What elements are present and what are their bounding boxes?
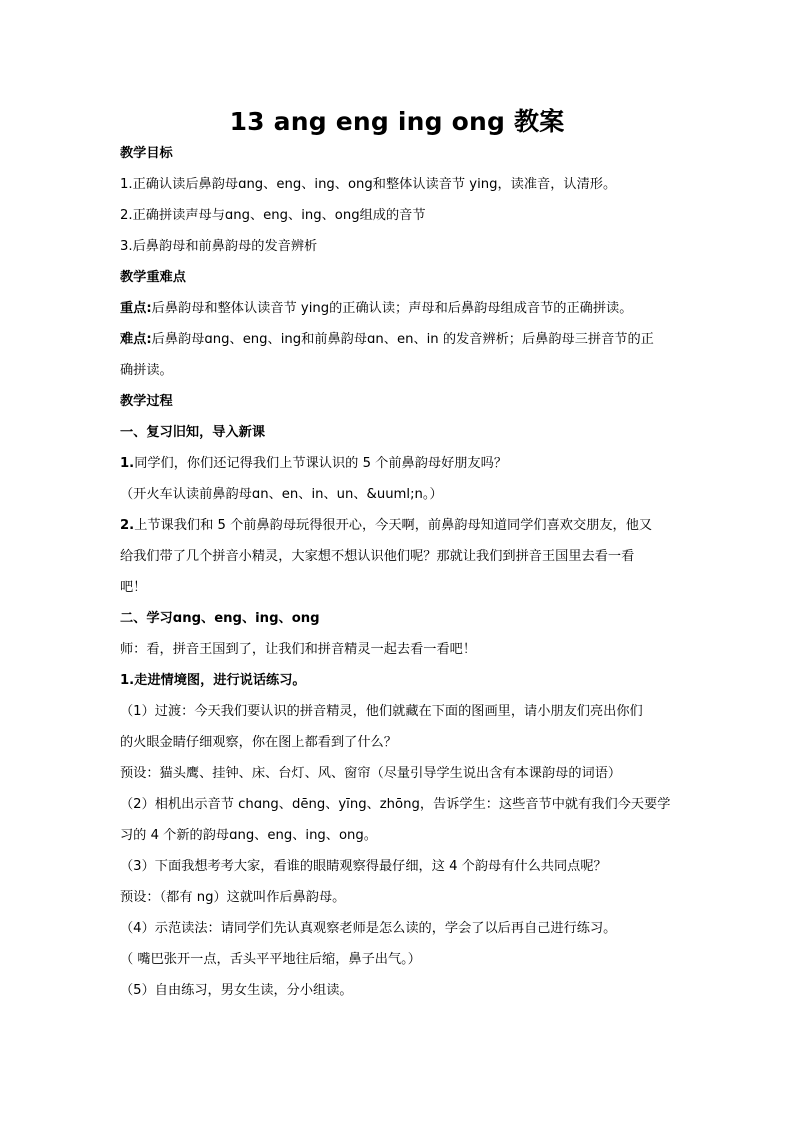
hard-point [120,330,654,350]
step1-item-3-preset: 预设：（都有 ng）这就叫作后鼻韵母。 [120,890,346,905]
paragraph-1 [120,454,507,474]
hard-point-text: 后鼻韵母ɑng、eng、ing和前鼻韵母ɑn、en、in 的发音辨析；后鼻韵母三拼音节的正 [151,332,654,347]
paragraph-2-number: 2. [120,518,135,533]
step1-item-2: （2）相机出示音节 chɑng、dēng、yīng、zhōng，告诉学生：这些音节中就有我们今天要学 [120,797,671,812]
part2-heading: 二、学习ɑng、eng、ing、ong [120,611,320,626]
goal-3: 3.后鼻韵母和前鼻韵母的发音辨析 [120,239,318,254]
paragraph-1-number: 1. [120,456,135,471]
step1-item-5: （5）自由练习，男女生读，分小组读。 [120,983,353,998]
key-point-label: 重点: [120,301,152,316]
hard-point-cont: 确拼读。 [120,363,173,378]
key-point-text: 后鼻韵母和整体认读音节 ying的正确认读；声母和后鼻韵母组成音节的正确拼读。 [151,301,633,316]
paragraph-2-line-3: 吧！ [120,580,147,595]
hard-point-label: 难点: [120,332,152,347]
key-difficulty-heading: 教学重难点 [120,270,186,285]
key-point [120,299,632,319]
paragraph-2 [120,516,652,536]
step1-item-4: （4）示范读法：请同学们先认真观察老师是怎么读的，学会了以后再自己进行练习。 [120,921,617,936]
paragraph-2-text: 上节课我们和 5 个前鼻韵母玩得很开心，今天啊，前鼻韵母知道同学们喜欢交朋友，他又 [134,518,653,533]
part1-heading: 一、复习旧知，导入新课 [120,425,266,440]
document-title: 13 ang eng ing ong 教案 [229,107,565,136]
step1-heading: 1.走进情境图，进行说话练习。 [120,673,306,688]
goal-1: 1.正确认读后鼻韵母ɑng、eng、ing、ong和整体认读音节 ying，读准音，认清形。 [120,177,617,192]
paragraph-2-line-2: 给我们带了几个拼音小精灵，大家想不想认识他们呢？那就让我们到拼音王国里去看一看 [120,549,635,564]
paragraph-1-text: 同学们，你们还记得我们上节课认识的 5 个前鼻韵母好朋友吗？ [134,456,508,471]
teacher-line: 师：看，拼音王国到了，让我们和拼音精灵一起去看一看吧！ [120,642,477,657]
step1-item-1-cont: 的火眼金睛仔细观察，你在图上都看到了什么？ [120,735,397,750]
step1-item-4-note: （ 嘴巴张开一点，舌头平平地往后缩，鼻子出气。） [120,952,421,967]
paragraph-1-note: （开火车认读前鼻韵母ɑn、en、in、un、&uuml;n。） [120,487,443,502]
goal-2: 2.正确拼读声母与ɑng、eng、ing、ong组成的音节 [120,208,426,223]
step1-item-3: （3）下面我想考考大家，看谁的眼睛观察得最仔细，这 4 个韵母有什么共同点呢？ [120,859,607,874]
goals-heading: 教学目标 [120,146,173,161]
step1-item-2-cont: 习的 4 个新的韵母ɑng、eng、ing、ong。 [120,828,377,843]
step1-item-1-preset: 预设：猫头鹰、挂钟、床、台灯、风、窗帘（尽量引导学生说出含有本课韵母的词语） [120,766,622,781]
process-heading: 教学过程 [120,394,173,409]
step1-item-1: （1）过渡：今天我们要认识的拼音精灵，他们就藏在下面的图画里，请小朋友们亮出你们 [120,704,643,719]
